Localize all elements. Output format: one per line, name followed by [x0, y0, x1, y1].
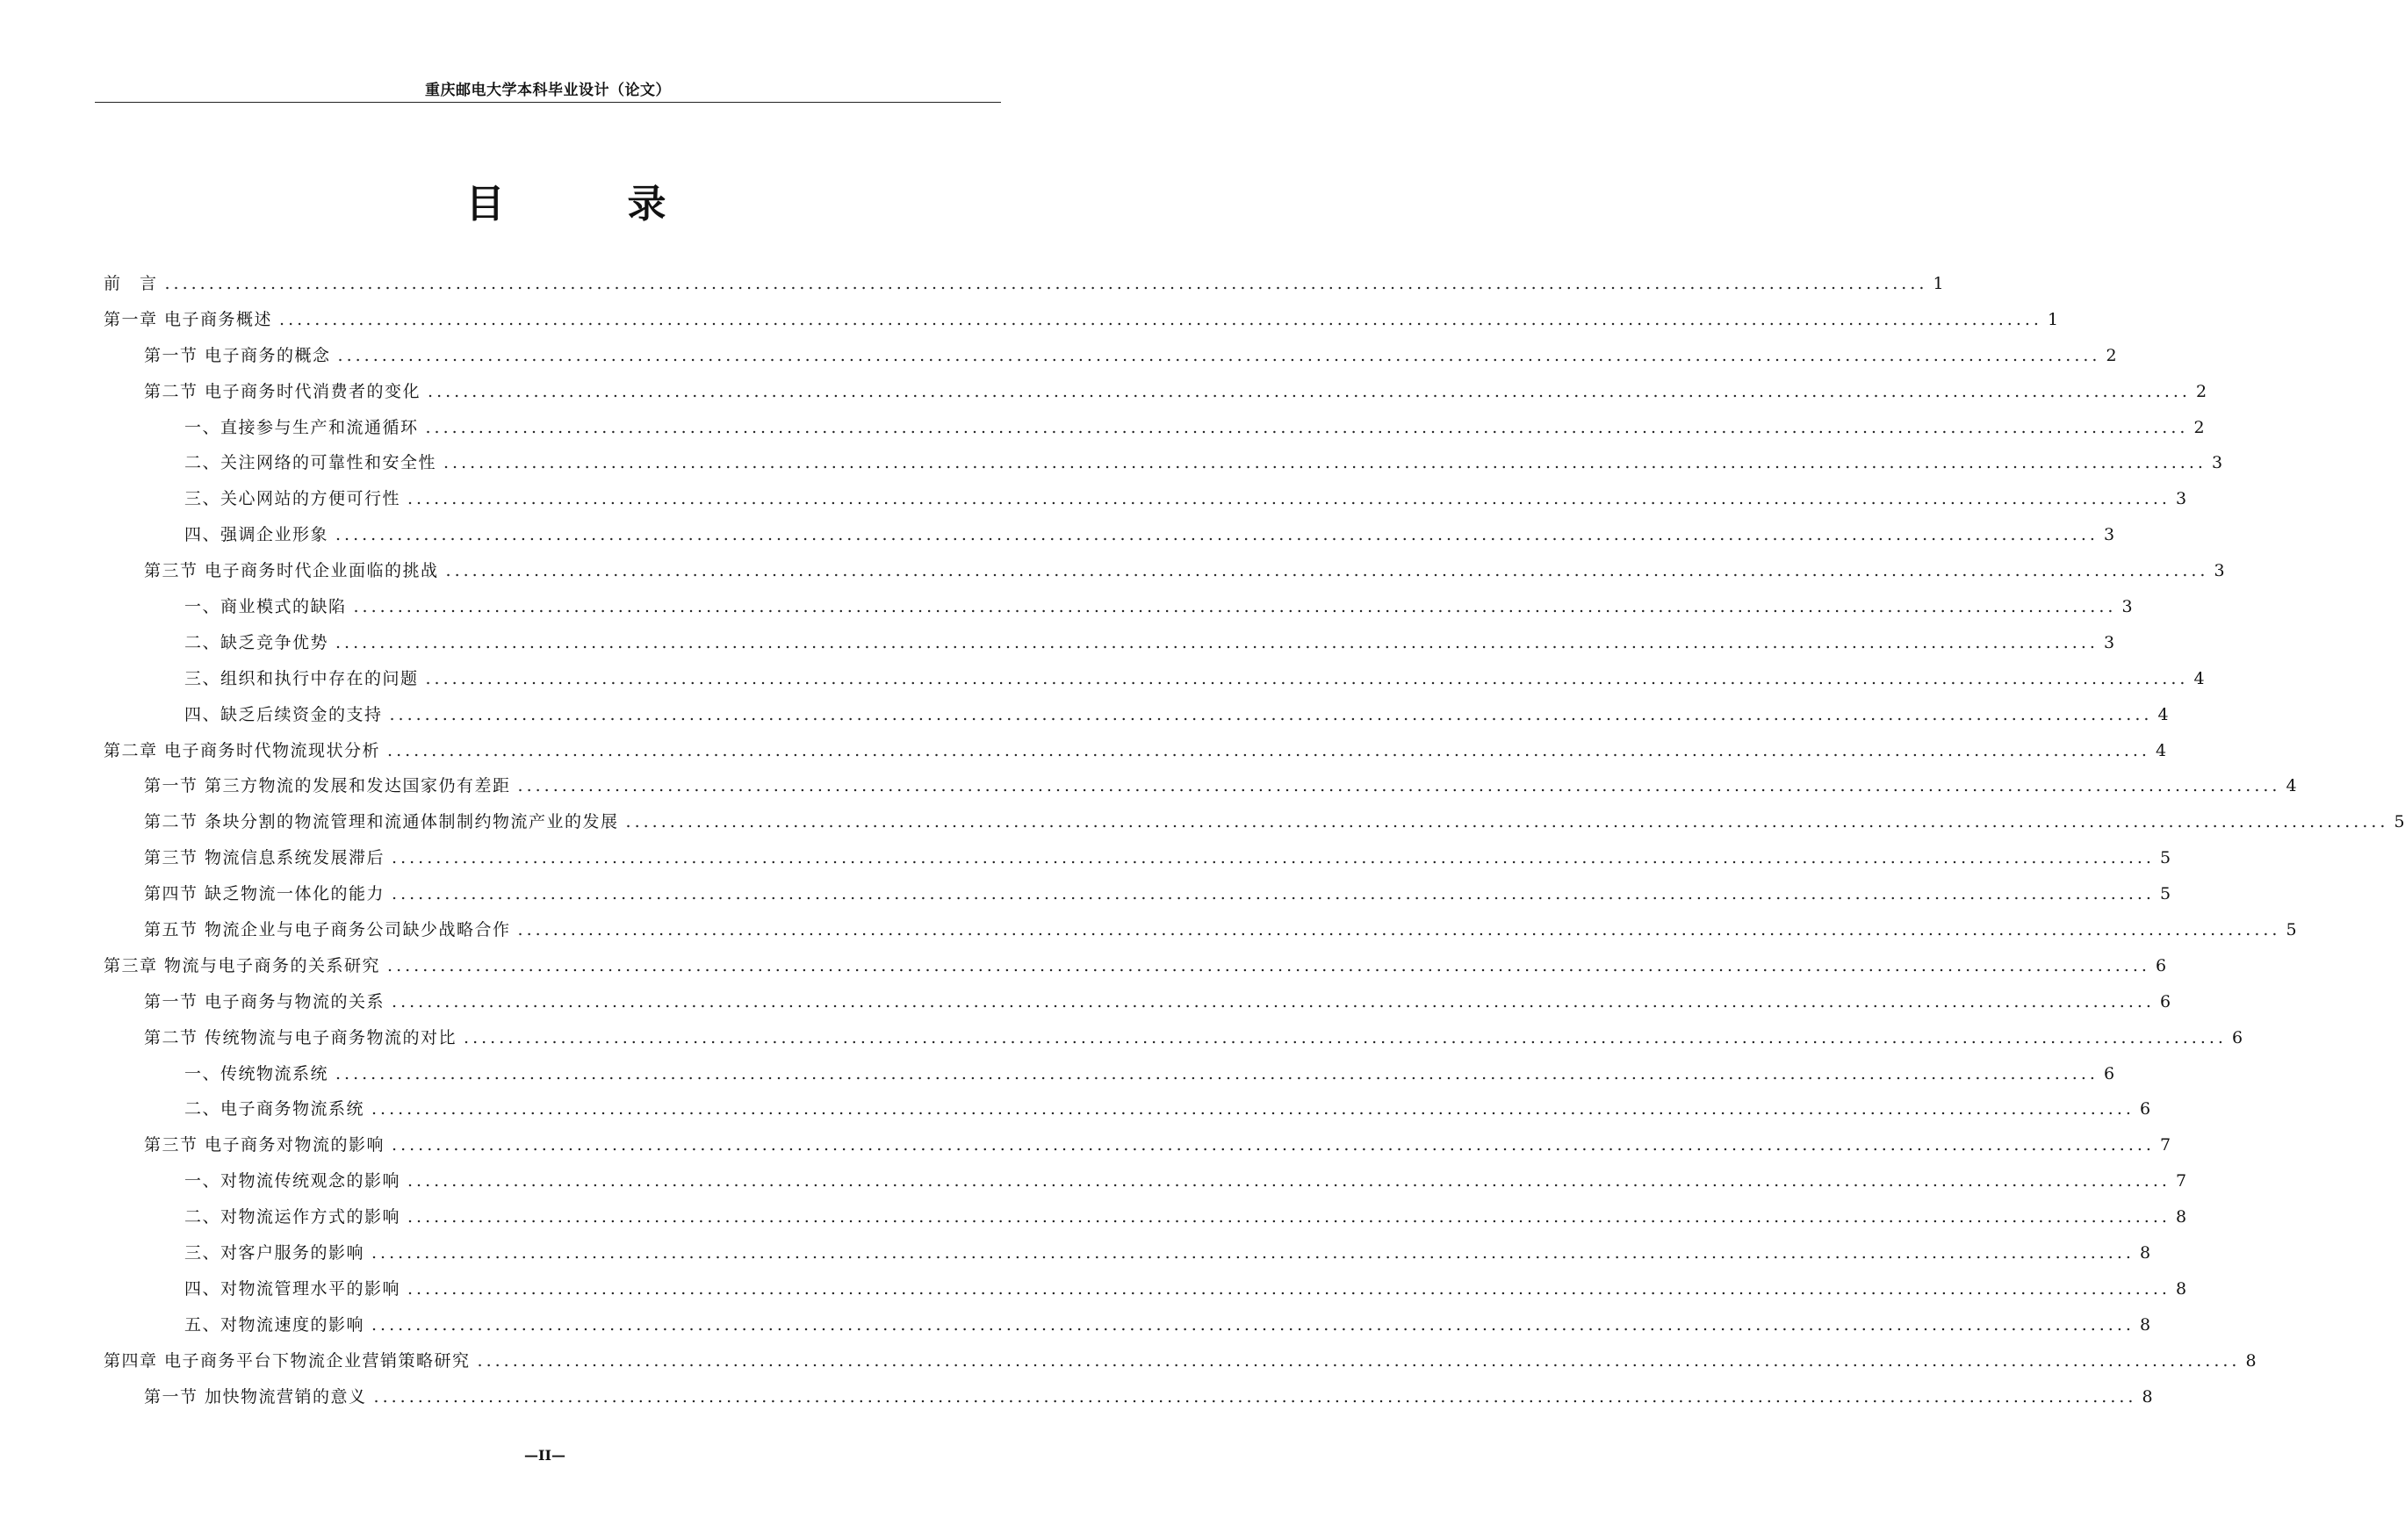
toc-entry[interactable] [104, 342, 2117, 378]
toc-entry-page: 4 [2157, 704, 2169, 724]
toc-entry[interactable] [104, 917, 2297, 953]
toc-entry-page: 7 [2159, 1135, 2171, 1155]
toc-entry-label: 第二节 条块分割的物流管理和流通体制制约物流产业的发展 [144, 812, 619, 832]
toc-entry-label: 第四节 缺乏物流一体化的能力 [144, 884, 385, 904]
toc-title: 目 录 [465, 182, 709, 227]
toc-entry[interactable] [104, 1240, 2151, 1276]
toc-entry-label: 第一节 第三方物流的发展和发达国家仍有差距 [144, 776, 511, 796]
toc-entry-label: 四、对物流管理水平的影响 [184, 1278, 401, 1299]
toc-entry[interactable] [104, 270, 1944, 306]
toc-entry[interactable] [104, 450, 2223, 486]
toc-leader-dots: ........................................................................................................................................................................................................ [389, 704, 2153, 724]
toc-entry-page: 6 [2103, 1063, 2115, 1083]
table-of-contents [104, 270, 2405, 1420]
toc-entry-page: 8 [2142, 1386, 2153, 1407]
toc-entry[interactable] [104, 378, 2207, 414]
toc-entry-page: 2 [2195, 381, 2207, 401]
toc-entry-label: 一、传统物流系统 [184, 1063, 329, 1083]
toc-entry-page: 8 [2139, 1243, 2151, 1263]
page-number: —II— [524, 1447, 565, 1464]
toc-entry[interactable] [104, 666, 2205, 702]
toc-leader-dots: ........................................................................................................................................................................................................ [387, 740, 2150, 760]
toc-leader-dots: ........................................................................................................................................................................................................ [371, 1099, 2135, 1119]
toc-entry-label: 三、对客户服务的影响 [184, 1243, 365, 1263]
toc-leader-dots: ........................................................................................................................................................................................................ [445, 561, 2209, 581]
toc-entry-page: 4 [2286, 776, 2297, 796]
toc-leader-dots: ........................................................................................................................................................................................................ [387, 955, 2150, 975]
toc-entry[interactable] [104, 1168, 2187, 1204]
toc-entry-label: 三、组织和执行中存在的问题 [184, 668, 419, 688]
toc-entry-page: 6 [2155, 955, 2167, 975]
toc-entry-label: 一、对物流传统观念的影响 [184, 1171, 401, 1191]
toc-entry-page: 2 [2193, 417, 2205, 437]
toc-entry-page: 8 [2245, 1350, 2257, 1371]
toc-entry-page: 5 [2159, 848, 2171, 868]
toc-leader-dots: ........................................................................................................................................................................................................ [407, 1278, 2171, 1299]
toc-leader-dots: ........................................................................................................................................................................................................ [425, 417, 2189, 437]
toc-entry-label: 二、对物流运作方式的影响 [184, 1207, 401, 1227]
toc-entry-page: 6 [2159, 991, 2171, 1011]
header-rule [95, 102, 1001, 103]
toc-entry-label: 五、对物流速度的影响 [184, 1314, 365, 1335]
running-header: 重庆邮电大学本科毕业设计（论文） [425, 82, 671, 99]
toc-entry-label: 第四章 电子商务平台下物流企业营销策略研究 [104, 1350, 471, 1371]
toc-leader-dots: ........................................................................................................................................................................................................ [428, 381, 2191, 401]
toc-entry[interactable] [104, 522, 2115, 558]
toc-leader-dots: ........................................................................................................................................................................................................ [464, 1027, 2227, 1047]
toc-entry-label: 三、关心网站的方便可行性 [184, 489, 401, 509]
toc-entry[interactable] [104, 414, 2205, 450]
toc-leader-dots: ........................................................................................................................................................................................................ [164, 274, 1928, 293]
toc-entry[interactable] [104, 1132, 2171, 1168]
toc-leader-dots: ........................................................................................................................................................................................................ [407, 489, 2171, 509]
toc-entry-label: 第三节 电子商务对物流的影响 [144, 1135, 385, 1155]
toc-entry[interactable] [104, 953, 2167, 989]
toc-entry[interactable] [104, 630, 2115, 666]
toc-entry-page: 2 [2106, 345, 2117, 365]
toc-entry-label: 第二节 传统物流与电子商务物流的对比 [144, 1027, 457, 1047]
toc-entry[interactable] [104, 989, 2171, 1025]
toc-entry-label: 第二节 电子商务时代消费者的变化 [144, 381, 421, 401]
toc-entry[interactable] [104, 1276, 2187, 1312]
toc-entry-label: 第一节 电子商务与物流的关系 [144, 991, 385, 1011]
toc-leader-dots: ........................................................................................................................................................................................................ [443, 453, 2207, 473]
toc-entry[interactable] [104, 558, 2225, 594]
toc-entry[interactable] [104, 738, 2167, 774]
toc-entry-label: 第一章 电子商务概述 [104, 309, 273, 329]
toc-entry[interactable] [104, 773, 2297, 809]
toc-entry[interactable] [104, 1312, 2151, 1348]
toc-entry-label: 第三节 电子商务时代企业面临的挑战 [144, 561, 439, 581]
toc-entry[interactable] [104, 486, 2187, 522]
toc-entry-page: 3 [2214, 561, 2225, 581]
toc-entry-label: 第五节 物流企业与电子商务公司缺少战略合作 [144, 920, 511, 940]
toc-entry-label: 二、关注网络的可靠性和安全性 [184, 453, 437, 473]
toc-entry-label: 四、缺乏后续资金的支持 [184, 704, 383, 724]
toc-entry[interactable] [104, 1204, 2187, 1240]
toc-entry[interactable] [104, 594, 2133, 630]
toc-entry[interactable] [104, 702, 2169, 738]
toc-entry-page: 6 [2139, 1099, 2151, 1119]
toc-leader-dots: ........................................................................................................................................................................................................ [335, 525, 2099, 545]
toc-entry[interactable] [104, 306, 2059, 342]
toc-leader-dots: ........................................................................................................................................................................................................ [392, 884, 2155, 904]
toc-leader-dots: ........................................................................................................................................................................................................ [517, 920, 2281, 940]
toc-entry-page: 3 [2211, 453, 2223, 473]
toc-leader-dots: ........................................................................................................................................................................................................ [335, 632, 2099, 652]
toc-leader-dots: ........................................................................................................................................................................................................ [392, 1135, 2155, 1155]
toc-entry[interactable] [104, 1025, 2243, 1061]
toc-entry-page: 1 [1933, 274, 1944, 293]
toc-leader-dots: ........................................................................................................................................................................................................ [407, 1171, 2171, 1191]
toc-leader-dots: ........................................................................................................................................................................................................ [517, 776, 2281, 796]
toc-leader-dots: ........................................................................................................................................................................................................ [477, 1350, 2241, 1371]
toc-entry-label: 二、电子商务物流系统 [184, 1099, 365, 1119]
toc-leader-dots: ........................................................................................................................................................................................................ [353, 597, 2117, 617]
toc-entry-label: 第三章 物流与电子商务的关系研究 [104, 955, 381, 975]
toc-entry[interactable] [104, 1061, 2115, 1097]
toc-leader-dots: ........................................................................................................................................................................................................ [279, 309, 2042, 329]
toc-entry[interactable] [104, 1348, 2257, 1384]
toc-entry[interactable] [104, 809, 2405, 845]
toc-entry-page: 3 [2103, 525, 2115, 545]
toc-leader-dots: ........................................................................................................................................................................................................ [335, 1063, 2099, 1083]
toc-entry-label: 前 言 [104, 274, 158, 293]
toc-entry-page: 5 [2286, 920, 2297, 940]
toc-entry-page: 3 [2175, 489, 2187, 509]
toc-entry[interactable] [104, 1096, 2151, 1132]
toc-entry-label: 二、缺乏竞争优势 [184, 632, 329, 652]
toc-leader-dots: ........................................................................................................................................................................................................ [392, 848, 2155, 868]
toc-entry-page: 4 [2193, 668, 2205, 688]
toc-leader-dots: ........................................................................................................................................................................................................ [407, 1207, 2171, 1227]
toc-entry-page: 3 [2121, 597, 2133, 617]
toc-entry-page: 6 [2231, 1027, 2243, 1047]
toc-entry-label: 一、直接参与生产和流通循环 [184, 417, 419, 437]
toc-entry-page: 4 [2155, 740, 2167, 760]
toc-leader-dots: ........................................................................................................................................................................................................ [337, 345, 2101, 365]
toc-entry-label: 第三节 物流信息系统发展滞后 [144, 848, 385, 868]
toc-entry-page: 8 [2139, 1314, 2151, 1335]
toc-leader-dots: ........................................................................................................................................................................................................ [373, 1386, 2137, 1407]
toc-entry-page: 5 [2394, 812, 2405, 832]
toc-entry[interactable] [104, 845, 2171, 881]
toc-entry-page: 8 [2175, 1278, 2187, 1299]
toc-leader-dots: ........................................................................................................................................................................................................ [425, 668, 2189, 688]
toc-entry-label: 四、强调企业形象 [184, 525, 329, 545]
toc-entry-page: 1 [2047, 309, 2059, 329]
toc-leader-dots: ........................................................................................................................................................................................................ [371, 1314, 2135, 1335]
toc-entry[interactable] [104, 1384, 2153, 1420]
toc-entry-page: 8 [2175, 1207, 2187, 1227]
toc-entry-label: 第二章 电子商务时代物流现状分析 [104, 740, 381, 760]
toc-entry-page: 5 [2159, 884, 2171, 904]
toc-entry[interactable] [104, 881, 2171, 917]
toc-entry-label: 一、商业模式的缺陷 [184, 597, 347, 617]
toc-leader-dots: ........................................................................................................................................................................................................ [392, 991, 2155, 1011]
toc-entry-page: 3 [2103, 632, 2115, 652]
toc-entry-page: 7 [2175, 1171, 2187, 1191]
toc-leader-dots: ........................................................................................................................................................................................................ [371, 1243, 2135, 1263]
toc-entry-label: 第一节 加快物流营销的意义 [144, 1386, 367, 1407]
toc-entry-label: 第一节 电子商务的概念 [144, 345, 331, 365]
toc-leader-dots: ........................................................................................................................................................................................................ [625, 812, 2389, 832]
